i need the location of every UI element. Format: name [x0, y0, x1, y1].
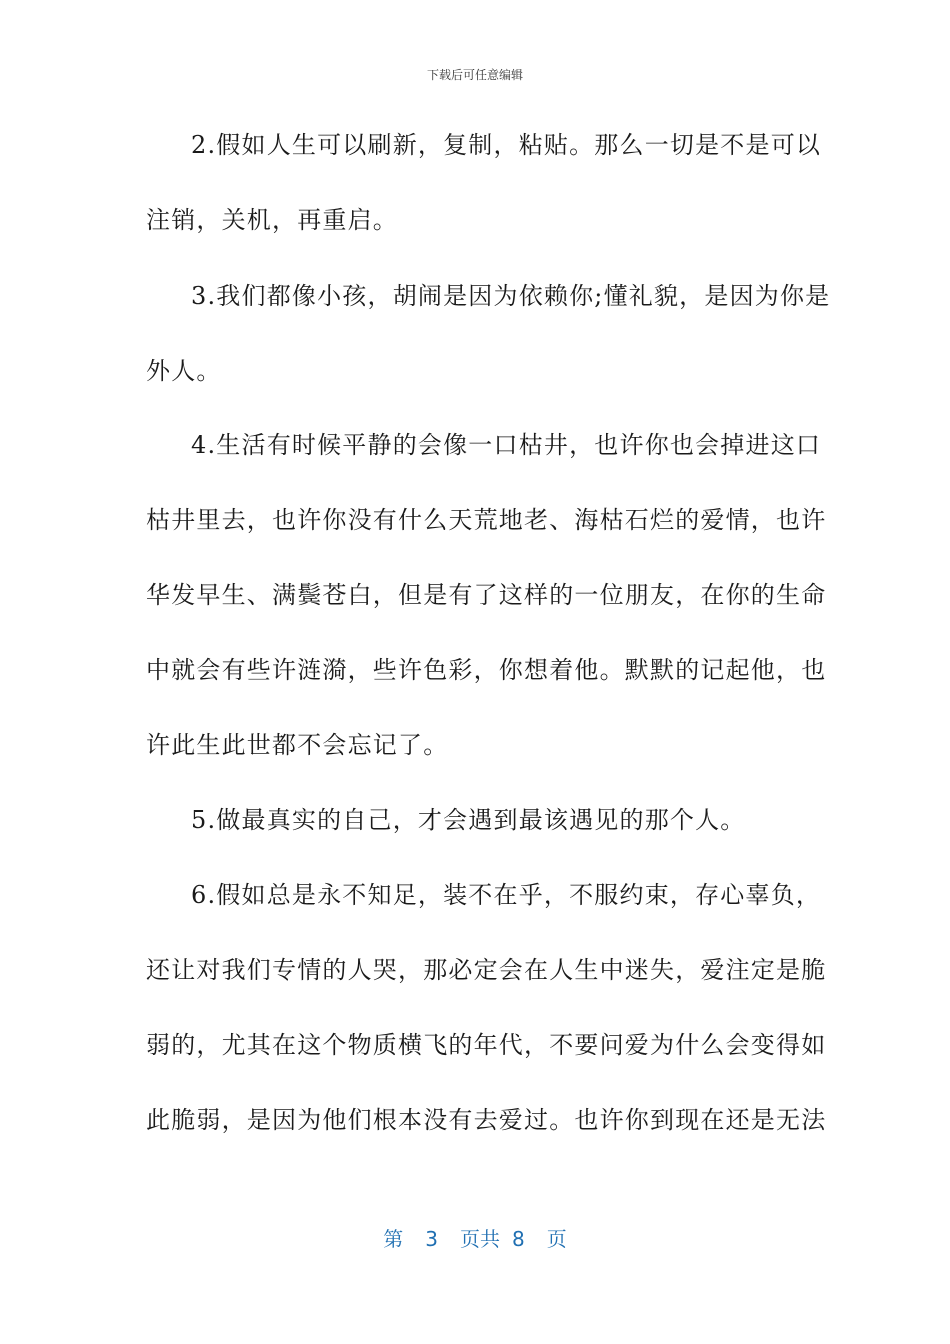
paragraph-4-line-5: 许此生此世都不会忘记了。 — [146, 731, 449, 759]
footer-middle: 页共 — [460, 1227, 500, 1251]
paragraph-4-line-4: 中就会有些许涟漪，些许色彩，你想着他。默默的记起他，也 — [146, 656, 827, 684]
paragraph-6-line-1: 6.假如总是永不知足，装不在乎，不服约束，存心辜负， — [191, 881, 822, 909]
footer-total-pages: 8 — [512, 1227, 525, 1251]
paragraph-6-line-4: 此脆弱，是因为他们根本没有去爱过。也许你到现在还是无法 — [146, 1106, 827, 1134]
paragraph-4-line-2: 枯井里去，也许你没有什么天荒地老、海枯石烂的爱情，也许 — [146, 506, 827, 534]
paragraph-3-line-1: 3.我们都像小孩，胡闹是因为依赖你;懂礼貌，是因为你是 — [191, 282, 831, 310]
paragraph-4-line-1: 4.生活有时候平静的会像一口枯井，也许你也会掉进这口 — [191, 431, 822, 459]
header-note: 下载后可任意编辑 — [426, 68, 523, 82]
footer-current-page: 3 — [425, 1227, 438, 1251]
footer-prefix: 第 — [383, 1227, 404, 1251]
page-footer — [0, 1226, 950, 1252]
paragraph-5-line-1: 5.做最真实的自己，才会遇到最该遇见的那个人。 — [191, 806, 746, 834]
paragraph-4-line-3: 华发早生、满鬓苍白，但是有了这样的一位朋友，在你的生命 — [146, 581, 827, 609]
paragraph-6-line-3: 弱的，尤其在这个物质横飞的年代，不要问爱为什么会变得如 — [146, 1031, 827, 1059]
paragraph-3-line-2: 外人。 — [146, 357, 222, 385]
footer-suffix: 页 — [546, 1227, 567, 1251]
paragraph-2-line-1: 2.假如人生可以刷新，复制，粘贴。那么一切是不是可以 — [191, 131, 822, 159]
paragraph-6-line-2: 还让对我们专情的人哭，那必定会在人生中迷失，爱注定是脆 — [146, 956, 827, 984]
paragraph-2-line-2: 注销，关机，再重启。 — [146, 206, 398, 234]
